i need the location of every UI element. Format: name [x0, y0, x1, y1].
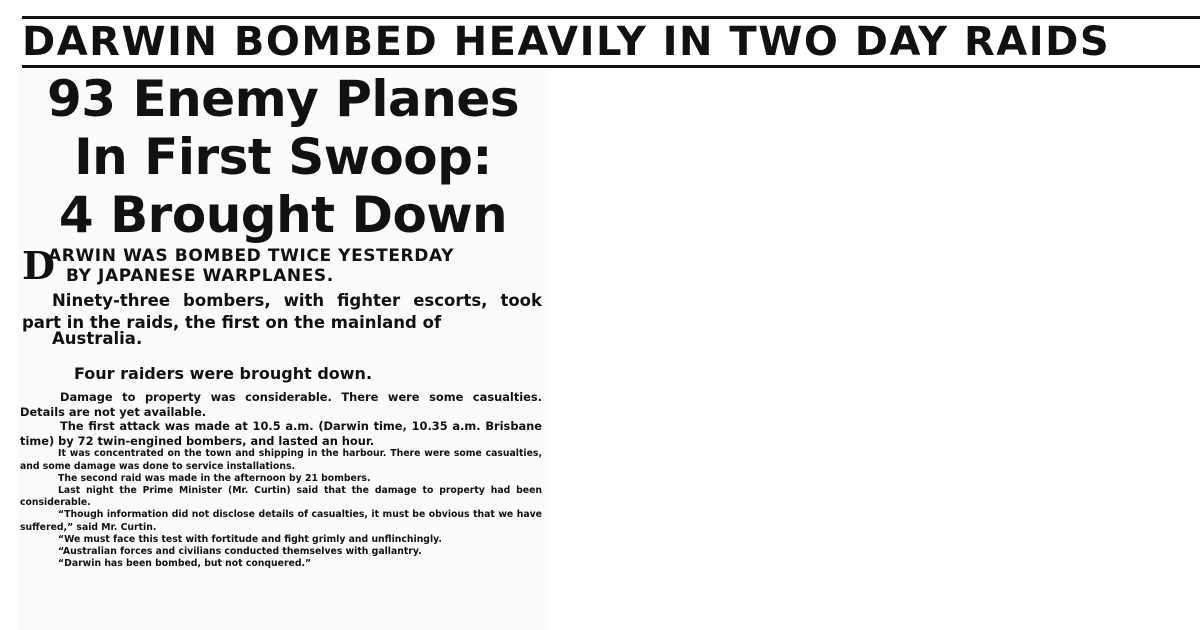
lede-line-2: BY JAPANESE WARPLANES.: [66, 266, 334, 286]
drop-cap: D: [22, 243, 55, 288]
banner-headline: [22, 16, 1200, 68]
paragraph-first-attack: The first attack was made at 10.5 a.m. (Darwin time, 10.35 a.m. Brisbane time) by 72 twin-engined bombers, and lasted an hour.: [20, 419, 542, 448]
lede-line-1: ARWIN WAS BOMBED TWICE YESTERDAY: [48, 246, 454, 266]
paragraph-raids-cut-text: Australia.: [52, 329, 143, 348]
headline-line-1: 93 Enemy Planes: [46, 70, 520, 128]
paragraph-raiders-down: Four raiders were brought down.: [74, 364, 373, 383]
paragraph-casualties-quote: “Though information did not disclose details of casualties, it must be obvious that we have suffered,” said Mr. Curtin.: [20, 509, 542, 533]
paragraph-not-conquered-quote: “Darwin has been bombed, but not conquered.”: [58, 558, 312, 570]
paragraph-gallantry-quote: “Australian forces and civilians conducted themselves with gallantry.: [58, 546, 422, 557]
paragraph-damage: Damage to property was considerable. There were some casualties. Details are not yet available.: [20, 390, 542, 419]
lede: [18, 243, 548, 288]
newspaper-clipping: [18, 70, 548, 630]
paragraph-fortitude-quote: “We must face this test with fortitude and fight grimly and unflinchingly.: [58, 533, 442, 545]
paragraph-concentrated: It was concentrated on the town and shipping in the harbour. There were some casualties, and some damage was done to service installations.: [20, 448, 542, 472]
paragraph-prime-minister: Last night the Prime Minister (Mr. Curtin) said that the damage to property had been considerable.: [20, 484, 542, 509]
banner-text: DARWIN BOMBED HEAVILY IN TWO DAY RAIDS: [22, 19, 1111, 65]
paragraph-second-raid: The second raid was made in the afternoon by 21 bombers.: [58, 472, 371, 484]
paragraph-raids-text: Ninety-three bombers, with fighter escorts, took part in the raids, the first on the mainland of: [22, 291, 542, 332]
headline-line-2: In First Swoop:: [74, 128, 492, 186]
paragraph-raids: [18, 290, 548, 356]
headline-line-3: 4 Brought Down: [58, 186, 508, 244]
